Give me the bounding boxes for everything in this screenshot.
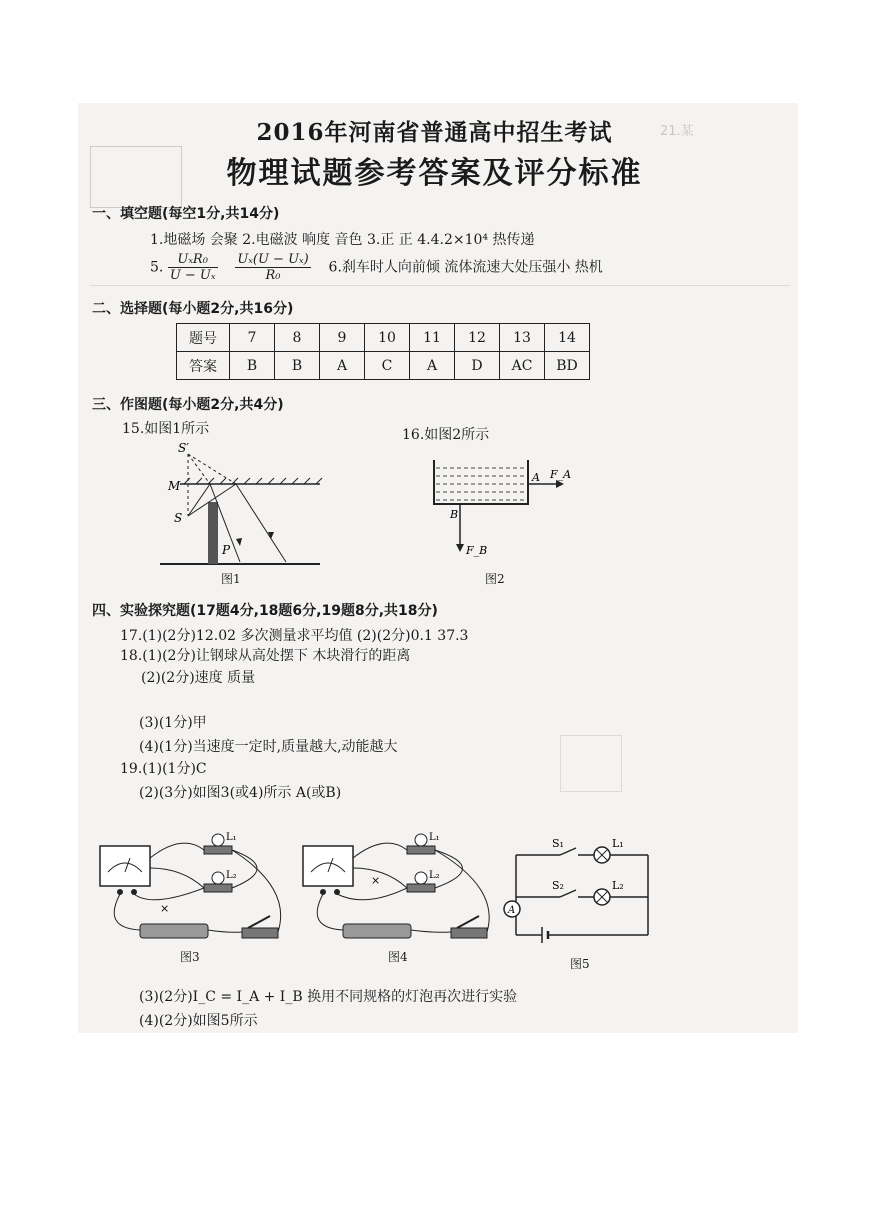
item17: 17.(1)(2分)12.02 多次测量求平均值 (2)(2分)0.1 37.3	[120, 628, 469, 644]
label-l2: L₂	[429, 870, 440, 881]
fraction-1	[168, 252, 218, 283]
item19-1: 19.(1)(1分)C	[120, 761, 207, 777]
item18-3: (3)(1分)甲	[139, 715, 207, 731]
table-cell: 11	[410, 324, 455, 352]
fill-line1: 1.地磁场 会聚 2.电磁波 响度 音色 3.正 正 4.4.2×10⁴ 热传递	[150, 232, 535, 248]
label-s1: S₁	[552, 837, 564, 850]
section-fill-heading: 一、填空题(每空1分,共14分)	[92, 206, 280, 222]
title-line2: 物理试题参考答案及评分标准	[226, 156, 643, 191]
table-cell: B	[230, 352, 275, 380]
section-experiment-heading: 四、实验探究题(17题4分,18题6分,19题8分,共18分)	[92, 603, 438, 619]
figure-3-caption: 图3	[180, 950, 200, 964]
figure-5-circuit-diagram	[498, 835, 658, 953]
table-cell: BD	[545, 352, 590, 380]
bleed-through: 21.某	[660, 124, 694, 139]
table-cell: A	[320, 352, 365, 380]
fill-line2	[150, 252, 603, 283]
table-cell: A	[410, 352, 455, 380]
label-l1: L₁	[429, 832, 440, 843]
label-fa: F_A	[550, 468, 572, 481]
table-cell: 8	[275, 324, 320, 352]
figure-1-mirror-diagram	[140, 438, 340, 588]
figure-3-circuit	[92, 828, 292, 948]
fraction-2-denominator: R₀	[265, 268, 281, 283]
label-b: B	[450, 508, 459, 521]
figure-4-circuit	[295, 828, 505, 948]
fraction-2	[235, 252, 310, 283]
item16: 16.如图2所示	[402, 427, 490, 443]
label-fb: F_B	[466, 544, 488, 557]
label-l2: L₂	[612, 879, 624, 892]
item18-4: (4)(1分)当速度一定时,质量越大,动能越大	[139, 739, 398, 755]
item18-1: 18.(1)(2分)让钢球从高处摆下 木块滑行的距离	[120, 648, 411, 664]
table-cell: 12	[455, 324, 500, 352]
svg-text:×: ×	[371, 874, 381, 887]
table-cell: D	[455, 352, 500, 380]
figure-4-caption: 图4	[388, 950, 408, 964]
section-choice-heading: 二、选择题(每小题2分,共16分)	[92, 301, 294, 317]
label-ammeter: A	[508, 905, 516, 916]
label-s2: S₂	[552, 879, 564, 892]
section-drawing-heading: 三、作图题(每小题2分,共4分)	[92, 397, 284, 413]
label-l1: L₁	[612, 837, 624, 850]
table-cell: 13	[500, 324, 545, 352]
label-l1: L₁	[226, 832, 237, 843]
table-row	[177, 352, 590, 380]
fraction-1-numerator: UₓR₀	[168, 252, 218, 268]
label-l2: L₂	[226, 870, 237, 881]
label-a: A	[532, 471, 540, 484]
item19-3: (3)(2分)I_C = I_A + I_B 换用不同规格的灯泡再次进行实验	[139, 989, 518, 1005]
table-row	[177, 324, 590, 352]
table-cell: 7	[230, 324, 275, 352]
item6: 6.刹车时人向前倾 流体流速大处压强小 热机	[328, 259, 603, 276]
table-cell: C	[365, 352, 410, 380]
table-cell: AC	[500, 352, 545, 380]
answer-table	[176, 323, 590, 380]
figure-1-caption: 图1	[221, 572, 241, 586]
table-cell: B	[275, 352, 320, 380]
item19-4: (4)(2分)如图5所示	[139, 1013, 258, 1029]
bleed-through-line	[90, 285, 790, 298]
table-cell: 10	[365, 324, 410, 352]
row-header-answer: 答案	[177, 352, 230, 380]
label-p: P	[222, 543, 231, 557]
item5-label: 5.	[150, 259, 164, 276]
table-cell: 14	[545, 324, 590, 352]
row-header-number: 题号	[177, 324, 230, 352]
item19-2: (2)(3分)如图3(或4)所示 A(或B)	[139, 785, 342, 801]
svg-text:×: ×	[160, 902, 170, 915]
bleed-through-box	[560, 735, 622, 792]
item15: 15.如图1所示	[122, 421, 210, 437]
label-s-prime: S′	[178, 441, 189, 455]
fraction-1-denominator: U − Uₓ	[169, 268, 216, 283]
figure-2-container-diagram	[420, 448, 580, 566]
label-s: S	[174, 511, 183, 525]
figure-2-caption: 图2	[485, 572, 505, 586]
title-line1: 2016年河南省普通高中招生考试	[256, 119, 613, 146]
fraction-2-numerator: Uₓ(U − Uₓ)	[237, 252, 309, 267]
figure-5-caption: 图5	[570, 957, 590, 971]
label-m: M	[168, 479, 181, 493]
table-cell: 9	[320, 324, 365, 352]
item18-2: (2)(2分)速度 质量	[141, 670, 256, 686]
